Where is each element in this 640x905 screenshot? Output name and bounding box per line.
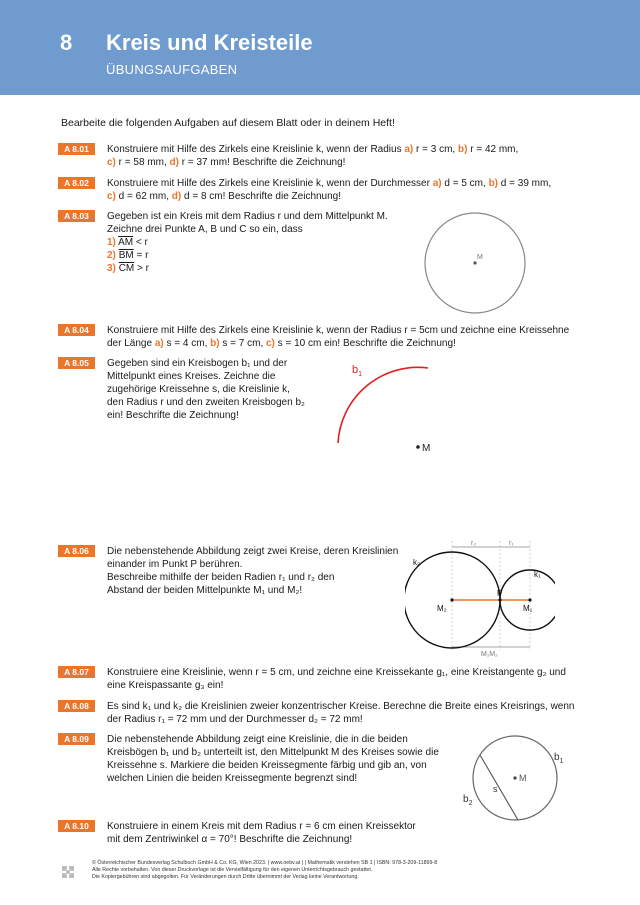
task-tag: A 8.09 (58, 733, 95, 745)
m2-label: M₂ (437, 604, 447, 613)
task-tag: A 8.07 (58, 666, 95, 678)
center-label: M (477, 254, 483, 261)
task-text: Es sind k₁ und k₂ die Kreislinien zweier konzentrischer Kreise. Berechne die Breite eines Kreisrings, wenn der Radius r₁ = 72 mm und der Durchmesser d₂ = 72 mm! (107, 701, 575, 725)
k2-label: k₂ (413, 558, 421, 567)
footer-copyright: © Österreichischer Bundesverlag Schulbuch GmbH & Co. KG, Wien 2023. | www.oebv.at | | Mathematik verstehen SB 1 | ISBN: 978-3-209-11899-8 (92, 860, 438, 866)
arc-label: $b_1$ (352, 364, 363, 378)
m1-label: M₁ (523, 604, 533, 613)
task-tag: A 8.08 (58, 700, 95, 712)
chord-label: s (493, 784, 498, 794)
task-text: Konstruiere mit Hilfe des Zirkels eine Kreislinie k, wenn der Radius r = 5cm und zeichne eine Kreissehne der Länge a) s = 4 cm, b) s = 7 cm, c) s = 10 cm ein! Beschrifte die Zeichnung! (107, 325, 570, 349)
p-label: P (497, 589, 503, 598)
center-label: M (422, 443, 431, 454)
task-tag: A 8.10 (58, 820, 95, 832)
task-tag: A 8.03 (58, 210, 95, 222)
task-text: Konstruiere in einem Kreis mit dem Radius r = 6 cm einen Kreissektor mit dem Zentriwinkel α = 70°! Beschrifte die Zeichnung! (107, 821, 416, 845)
page-title: Kreis und Kreisteile (106, 30, 313, 55)
distance-label: M₁M₂ (481, 651, 498, 658)
task-text: Die nebenstehende Abbildung zeigt zwei Kreise, deren Kreislinien einander im Punkt P berühren. Beschreibe mithilfe der beiden Radien r₁ und r₂ den Abstand der beiden Mittelpunkte M₁ und M₂! (107, 546, 399, 596)
task-tag: A 8.02 (58, 177, 95, 189)
intro-text: Bearbeite die folgenden Aufgaben auf diesem Blatt oder in deinem Heft! (61, 117, 395, 129)
footer (92, 860, 437, 881)
two-circles-figure-8-06 (405, 535, 555, 660)
footer-rights: Alle Rechte vorbehalten. Von dieser Druckvorlage ist die Vervielfältigung für den eigenen Unterrichtsgebrauch gestattet. (92, 867, 373, 873)
center-point (473, 261, 476, 264)
task-tag: A 8.06 (58, 545, 95, 557)
r2-dim-label: r₂ (471, 540, 477, 547)
task-tag: A 8.05 (58, 357, 95, 369)
task-tag: A 8.01 (58, 143, 95, 155)
footer-disclaimer: Die Kopiergebühren sind abgegolten. Für Veränderungen durch Dritte übernimmt der Verlag keine Verantwortung. (92, 874, 359, 880)
task-text: Die nebenstehende Abbildung zeigt eine Kreislinie, die in die beiden Kreisbögen b₁ und b₂ unterteilt ist, den Mittelpunkt M des Kreises sowie die Kreissehne s. Markiere die beiden Kreissegmente färbig und gib an, von welchen Linien die beiden Kreissegmente begrenzt sind! (107, 734, 439, 784)
center-label: M (519, 773, 527, 783)
k1-label: k₁ (534, 570, 541, 579)
circle-figure-8-03 (420, 210, 530, 320)
task-text: Konstruiere eine Kreislinie, wenn r = 5 cm, und zeichne eine Kreissekante g₁, eine Kreistangente g₂ und eine Kreispassante g₃ ein! (107, 667, 566, 691)
chord-s (480, 755, 518, 820)
page-subtitle: ÜBUNGSAUFGABEN (106, 62, 238, 77)
page-header (0, 0, 640, 95)
arc-figure-8-05 (330, 355, 480, 470)
task-text: Konstruiere mit Hilfe des Zirkels eine Kreislinie k, wenn der Durchmesser a) d = 5 cm, b) d = 39 mm, c) d = 62 mm, d) d = 8 cm! Beschrifte die Zeichnung! (107, 178, 552, 202)
center-point (416, 445, 420, 449)
task-tag: A 8.04 (58, 324, 95, 336)
task-text: Konstruiere mit Hilfe des Zirkels eine Kreislinie k, wenn der Radius a) r = 3 cm, b) r = 42 mm, c) r = 58 mm, d) r = 37 mm! Beschrifte die Zeichnung! (107, 144, 519, 168)
r1-dim-label: r₁ (509, 540, 514, 547)
arc-b2-label: $b_2$ (463, 794, 473, 807)
task-text: Gegeben sind ein Kreisbogen b₁ und der Mittelpunkt eines Kreises. Zeichne die zugehörige Kreissehne s, die Kreislinie k, den Radius r und den zweiten Kreisbogen b₂ ein! Beschrifte die Zeichnung! (107, 358, 305, 421)
task-text: Gegeben ist ein Kreis mit dem Radius r und dem Mittelpunkt M. Zeichne drei Punkte A, B und C so ein, dass 1) $\overline{AM} < r$ 2) $\overline{BM} = r$ 3) $\overline{CM} > r$ (107, 211, 388, 274)
segment-figure-8-09 (455, 728, 575, 828)
arc-b1-label: $b_1$ (554, 752, 564, 765)
puzzle-logo-icon (58, 862, 78, 882)
arc-b1 (338, 367, 428, 443)
chapter-number: 8 (60, 30, 73, 55)
